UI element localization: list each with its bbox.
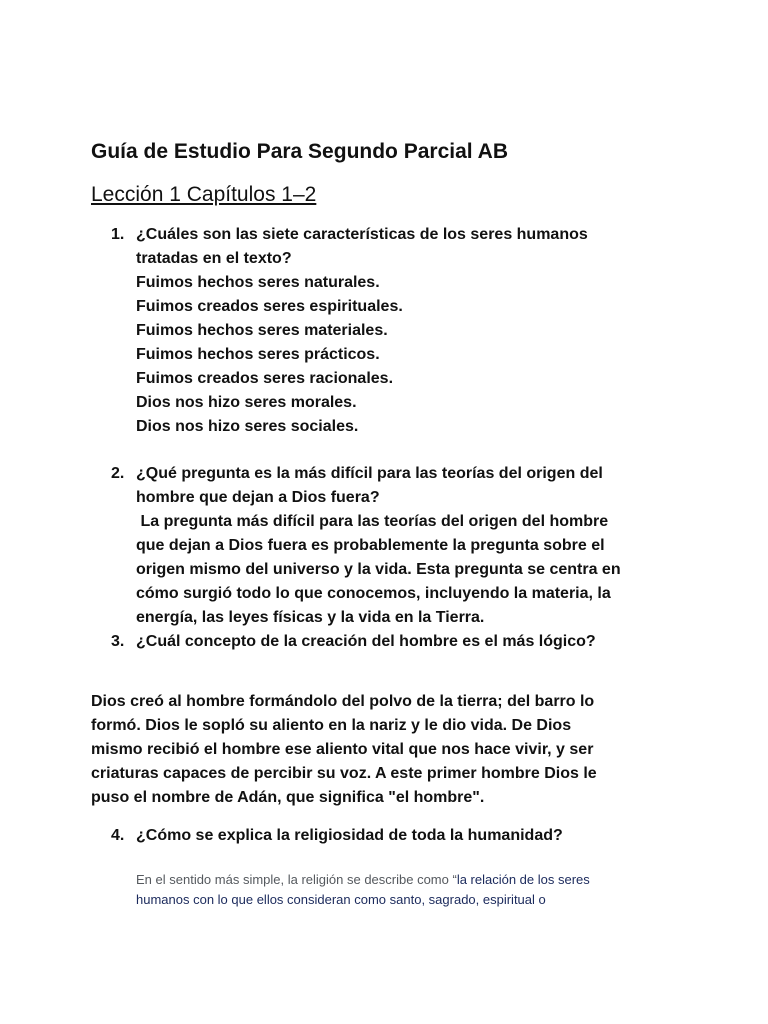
- answer-1-line: Dios nos hizo seres sociales.: [136, 418, 359, 435]
- answer-2-line: que dejan a Dios fuera es probablemente la pregunta sobre el: [136, 537, 605, 554]
- question-3: [111, 630, 691, 654]
- question-1-text: ¿Cuáles son las siete características de los seres humanos: [136, 226, 588, 243]
- answer-4-plain-text: En el sentido más simple, la religión se describe como “: [136, 872, 457, 887]
- question-3-body: [136, 630, 681, 654]
- answer-3-line: Dios creó al hombre formándolo del polvo de la tierra; del barro lo: [91, 693, 595, 710]
- question-4: [111, 824, 691, 848]
- question-2: [111, 462, 691, 630]
- answer-2-line: origen mismo del universo y la vida. Esta pregunta se centra en: [136, 561, 621, 578]
- question-1-body: [136, 223, 681, 439]
- answer-4-highlighted-text: la relación de los seres: [456, 872, 590, 887]
- question-3-text: ¿Cuál concepto de la creación del hombre es el más lógico?: [136, 633, 596, 650]
- document-title: Guía de Estudio Para Segundo Parcial AB: [91, 140, 508, 163]
- question-4-text: ¿Cómo se explica la religiosidad de toda la humanidad?: [136, 827, 563, 844]
- answer-3-line: mismo recibió el hombre ese aliento vital que nos hace vivir, y ser: [91, 741, 594, 758]
- answer-3-line: puso el nombre de Adán, que significa "el hombre".: [91, 789, 485, 806]
- question-2-number: 2.: [111, 465, 125, 482]
- question-2-text: ¿Qué pregunta es la más difícil para las teorías del origen del: [136, 465, 603, 482]
- answer-1-line: Dios nos hizo seres morales.: [136, 394, 357, 411]
- answer-4-paragraph: [136, 870, 696, 910]
- answer-1-line: Fuimos creados seres espirituales.: [136, 298, 403, 315]
- answer-3-line: formó. Dios le sopló su aliento en la nariz y le dio vida. De Dios: [91, 717, 572, 734]
- answer-3-line: criaturas capaces de percibir su voz. A este primer hombre Dios le: [91, 765, 597, 782]
- answer-3-paragraph: [91, 690, 681, 810]
- answer-1-line: Fuimos hechos seres naturales.: [136, 274, 380, 291]
- question-4-number: 4.: [111, 827, 125, 844]
- answer-4-line: [136, 870, 696, 890]
- lesson-heading: Lección 1 Capítulos 1–2: [91, 183, 317, 206]
- answer-1-line: Fuimos hechos seres prácticos.: [136, 346, 380, 363]
- answer-2-line: cómo surgió todo lo que conocemos, incluyendo la materia, la: [136, 585, 611, 602]
- question-3-number: 3.: [111, 633, 125, 650]
- answer-2-line: La pregunta más difícil para las teorías del origen del hombre: [136, 513, 609, 530]
- question-4-body: [136, 824, 681, 848]
- question-1: [111, 223, 691, 439]
- question-2-body: [136, 462, 681, 630]
- answer-1-line: Fuimos hechos seres materiales.: [136, 322, 388, 339]
- answer-2-line: energía, las leyes físicas y la vida en la Tierra.: [136, 609, 485, 626]
- question-1-text: tratadas en el texto?: [136, 250, 292, 267]
- answer-4-highlighted-line: humanos con lo que ellos consideran como santo, sagrado, espiritual o: [136, 892, 546, 907]
- answer-1-line: Fuimos creados seres racionales.: [136, 370, 394, 387]
- question-2-text: hombre que dejan a Dios fuera?: [136, 489, 380, 506]
- question-1-number: 1.: [111, 226, 125, 243]
